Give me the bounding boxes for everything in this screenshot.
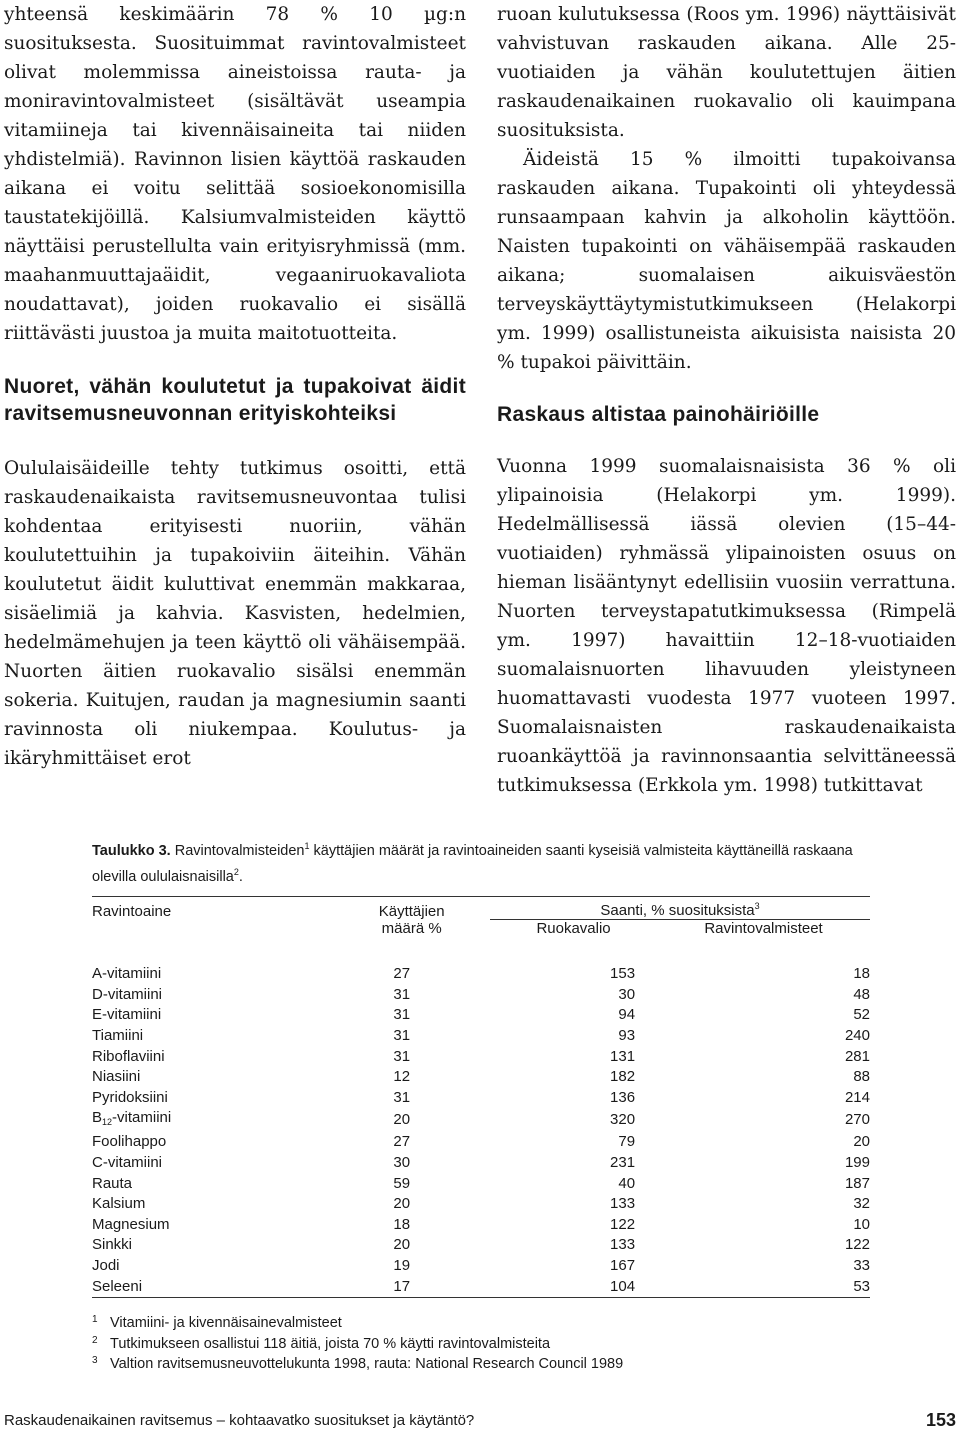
cell-nutrient: Niasiini <box>92 1068 141 1086</box>
cell-users: 31 <box>393 1088 411 1106</box>
column-header-users: Käyttäjien <box>333 897 490 920</box>
cell-food-intake: 104 <box>610 1277 636 1295</box>
cell-supplement-intake: 10 <box>853 1215 870 1233</box>
body-paragraph: yhteensä keskimäärin 78 % 10 µg:n suosituksesta. Suosituimmat ravintovalmisteet olivat molemmissa aineistoissa rauta- ja moniravintovalmisteet (sisältävät useampia vitamiineja tai kivennäisaineita tai niiden yhdistelmiä). Ravinnon lisien käyttöä raskauden aikana ei voitu selittää sosioekonomisilla taustatekijöillä. Kalsiumvalmisteiden käyttö näyttäisi perustellulta vain erityisryhmissä (mm. maahanmuuttajaäidit, vegaaniruokavaliota noudattavat), joiden ruokavalio ei sisällä riittävästi juustoa ja muita maitotuotteita. <box>4 4 466 344</box>
cell-food-intake: 94 <box>618 1006 636 1024</box>
footnote <box>92 1334 623 1355</box>
table-row <box>92 1153 870 1174</box>
cell-supplement-intake: 214 <box>844 1088 870 1106</box>
cell-supplement-intake: 88 <box>853 1068 870 1086</box>
cell-users: 12 <box>393 1068 411 1086</box>
cell-users: 27 <box>393 965 411 983</box>
cell-nutrient <box>92 1108 333 1132</box>
footnote-number: 3 <box>92 1355 98 1366</box>
table-row <box>92 1067 870 1088</box>
cell-users: 31 <box>393 1027 411 1045</box>
cell-users: 27 <box>393 1133 411 1151</box>
column-header-intake <box>490 897 870 920</box>
cell-users: 31 <box>393 985 411 1003</box>
column-header-users-line2: määrä % <box>381 919 442 937</box>
section-heading: Nuoret, vähän koulutetut ja tupakoivat äidit ravitsemusneuvonnan erityiskohteiksi <box>4 375 466 425</box>
cell-supplement-intake: 48 <box>853 985 870 1003</box>
cell-users: 17 <box>393 1277 411 1295</box>
footnote-text: Valtion ravitsemusneuvottelukunta 1998, rauta: National Research Council 1989 <box>110 1356 624 1372</box>
cell-food-intake: 122 <box>610 1215 636 1233</box>
table-caption-text: . <box>238 868 243 885</box>
cell-food-intake: 93 <box>618 1027 636 1045</box>
cell-nutrient: Tiamiini <box>92 1027 144 1045</box>
table-row <box>92 1088 870 1109</box>
footnote <box>92 1313 623 1334</box>
table-row <box>92 1256 870 1277</box>
cell-food-intake: 153 <box>610 965 636 983</box>
cell-users: 18 <box>393 1215 411 1233</box>
table-row <box>92 1005 870 1026</box>
footnote-text: Tutkimukseen osallistui 118 äitiä, joista 70 % käytti ravintovalmisteita <box>110 1335 551 1352</box>
column-header-intake-label: Saanti, % suosituksista <box>600 902 755 919</box>
table-body <box>92 942 870 1297</box>
footnote <box>92 1354 623 1375</box>
table-row <box>92 1046 870 1067</box>
right-column <box>497 0 956 800</box>
cell-supplement-intake: 240 <box>844 1027 870 1045</box>
cell-supplement-intake: 281 <box>844 1047 870 1065</box>
cell-food-intake: 133 <box>610 1236 636 1254</box>
cell-food-intake: 136 <box>610 1088 636 1106</box>
cell-users: 31 <box>393 1006 411 1024</box>
cell-nutrient: A-vitamiini <box>92 965 162 983</box>
body-paragraph: Oululaisäideille tehty tutkimus osoitti, että raskaudenaikaista ravitsemusneuvontaa tulisi kohdentaa erityisesti nuoriin, vähän koulutettuihin ja tupakoiviin äiteihin. Vähän koulutetut äidit kuluttivat enemmän makkaraa, sisäelimiä ja kahvia. Kasvisten, hedelmien, hedelmämehujen ja teen käyttö oli vähäisempää. Nuorten äitien ruokavalio sisälsi enemmän sokeria. Kuitujen, raudan ja magnesiumin saanti ravinnosta oli niukempaa. Koulutus- ja ikäryhmittäiset erot <box>4 458 466 769</box>
table-row <box>92 1108 870 1132</box>
cell-supplement-intake: 122 <box>844 1236 870 1254</box>
column-header-supplements: Ravintovalmisteet <box>704 920 823 937</box>
cell-food-intake: 30 <box>618 985 636 1003</box>
cell-food-intake: 79 <box>618 1133 636 1151</box>
table-row <box>92 1173 870 1194</box>
cell-food-intake: 167 <box>610 1257 636 1275</box>
cell-nutrient: Kalsium <box>92 1195 146 1213</box>
cell-nutrient: Sinkki <box>92 1236 133 1254</box>
cell-nutrient-subscript: 12 <box>102 1117 113 1128</box>
cell-food-intake: 133 <box>610 1195 636 1213</box>
body-paragraph: Vuonna 1999 suomalaisnaisista 36 % oli ylipainoisia (Helakorpi ym. 1999). Hedelmällisessä iässä olevien (15–44-vuotiaiden) ryhmässä ylipainoisten osuus on hieman lisääntynyt edellisiin vuosiin verrattuna. Nuorten terveystapatutkimuksessa (Rimpelä ym. 1997) havaittiin 12–18-vuotiaiden suomalaisnuorten lihavuuden yleistyneen huomattavasti vuodesta 1977 vuoteen 1997. Suomalaisnaisten raskaudenaikaista ruoankäyttöä ja ravinnonsaantia selvittäneessä tutkimuksessa (Erkkola ym. 1998) tutkittavat <box>497 456 956 796</box>
footnote-number: 1 <box>92 1314 98 1325</box>
footnote-ref: 2 <box>233 866 239 877</box>
cell-food-intake: 40 <box>618 1174 636 1192</box>
table-caption-label: Taulukko 3. <box>92 842 171 859</box>
cell-food-intake: 320 <box>610 1111 636 1129</box>
cell-supplement-intake: 52 <box>853 1006 870 1024</box>
table-row <box>92 1132 870 1153</box>
cell-food-intake: 131 <box>610 1047 636 1065</box>
table-caption <box>92 836 872 888</box>
cell-food-intake: 182 <box>610 1068 636 1086</box>
table-row <box>92 1194 870 1215</box>
cell-users: 20 <box>393 1236 411 1254</box>
cell-supplement-intake: 18 <box>853 965 870 983</box>
cell-users: 59 <box>393 1174 411 1192</box>
cell-users: 30 <box>393 1154 411 1172</box>
column-header-food: Ruokavalio <box>536 920 611 937</box>
nutrient-table <box>92 896 870 1298</box>
cell-nutrient: Foolihappo <box>92 1133 167 1151</box>
body-paragraph: ruoan kulutuksessa (Roos ym. 1996) näyttäisivät vahvistuvan raskauden aikana. Alle 25-vuotiaiden ja vähän koulutettujen äitien raskaudenaikainen ruokavalio oli kauimpana suosituksista. <box>497 4 956 141</box>
footnote-text: Vitamiini- ja kivennäisainevalmisteet <box>110 1315 342 1331</box>
table-row <box>92 1215 870 1236</box>
cell-supplement-intake: 53 <box>853 1277 870 1295</box>
cell-supplement-intake: 199 <box>844 1154 870 1172</box>
table-row <box>92 1276 870 1297</box>
cell-supplement-intake: 33 <box>853 1257 870 1275</box>
cell-supplement-intake: 270 <box>844 1111 870 1129</box>
cell-supplement-intake: 187 <box>844 1174 870 1192</box>
table-row <box>92 942 870 985</box>
cell-nutrient: Riboflaviini <box>92 1047 165 1065</box>
footnote-number: 2 <box>92 1334 98 1346</box>
page-number: 153 <box>925 1410 956 1430</box>
table-row <box>92 985 870 1006</box>
cell-supplement-intake: 20 <box>853 1133 870 1151</box>
column-header-nutrient: Ravintoaine <box>92 897 333 920</box>
cell-supplement-intake: 32 <box>853 1195 870 1213</box>
footnotes <box>92 1313 623 1375</box>
cell-users: 20 <box>393 1195 411 1213</box>
cell-nutrient: E-vitamiini <box>92 1006 162 1024</box>
footnote-ref: 1 <box>304 841 310 851</box>
table-caption-text: käyttäjien määrät ja ravintoaineiden saanti kyseisiä valmisteita käyttäneillä raskaana olevilla oululaisnaisilla <box>92 842 853 885</box>
table-row <box>92 1026 870 1047</box>
cell-nutrient: C-vitamiini <box>92 1154 163 1172</box>
cell-nutrient-suffix: -vitamiini <box>112 1109 172 1127</box>
cell-nutrient: Jodi <box>92 1257 120 1275</box>
column-header-spacer <box>92 920 333 943</box>
cell-nutrient: Seleeni <box>92 1277 143 1295</box>
cell-food-intake: 231 <box>610 1154 636 1172</box>
cell-nutrient: D-vitamiini <box>92 985 163 1003</box>
cell-users: 31 <box>393 1047 411 1065</box>
body-paragraph: Äideistä 15 % ilmoitti tupakoivansa raskauden aikana. Tupakointi oli yhteydessä runsaampaan kahvin ja alkoholin käyttöön. Naisten tupakointi on vähäisempää raskauden aikana; suomalaisen aikuisväestön terveyskäyttäytymistutkimukseen (Helakorpi ym. 1999) osallistuneista aikuisista naisista 20 % tupakoi päivittäin. <box>497 149 956 373</box>
cell-nutrient-text: B <box>92 1109 103 1127</box>
cell-nutrient: Magnesium <box>92 1215 170 1233</box>
footnote-ref: 3 <box>754 901 760 911</box>
table-row <box>92 1235 870 1256</box>
cell-nutrient: Rauta <box>92 1174 133 1192</box>
left-column <box>4 0 466 773</box>
running-title: Raskaudenaikainen ravitsemus – kohtaavatko suositukset ja käytäntö? <box>4 1412 475 1429</box>
cell-nutrient: Pyridoksiini <box>92 1088 168 1106</box>
cell-users: 20 <box>393 1111 411 1129</box>
section-heading: Raskaus altistaa painohäiriöille <box>497 403 820 426</box>
cell-users: 19 <box>393 1257 411 1275</box>
table-caption-text: Ravintovalmisteiden <box>174 842 305 859</box>
